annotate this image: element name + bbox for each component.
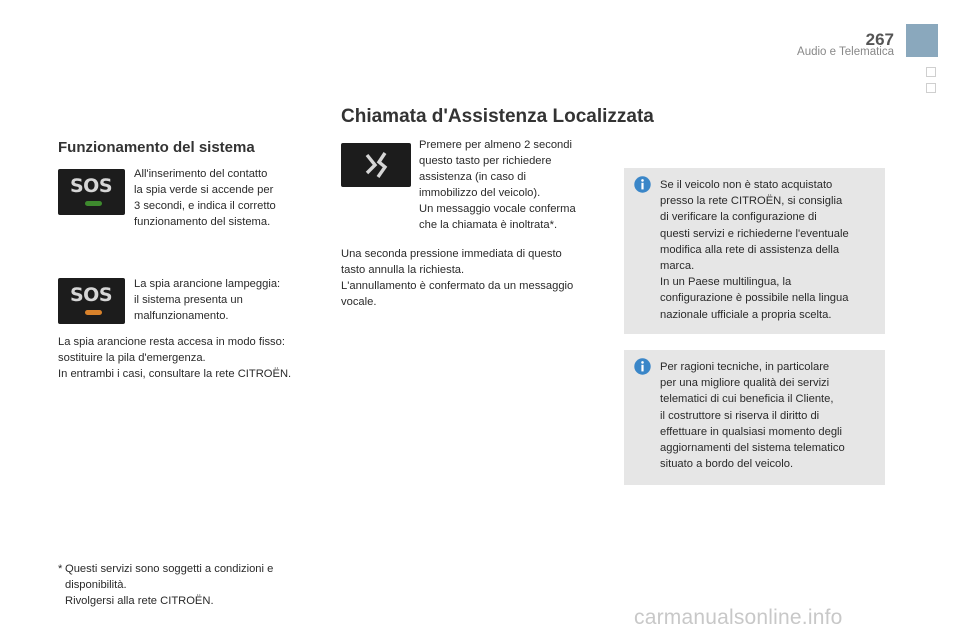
info-text	[660, 359, 874, 472]
info-box-technical	[624, 350, 885, 485]
text-line: La spia arancione lampeggia:	[134, 278, 281, 290]
info-icon	[634, 176, 651, 193]
text-line: disponibilità.	[65, 579, 127, 591]
text-line: la spia verde si accende per	[134, 184, 274, 196]
main-title: Chiamata d'Assistenza Localizzata	[341, 106, 654, 127]
text-line: per una migliore qualità dei servizi	[660, 377, 830, 390]
info-box-dealer	[624, 168, 885, 334]
cancel-instructions	[341, 246, 611, 310]
text-line: 3 secondi, e indica il corretto	[134, 200, 276, 212]
text-line: tasto annulla la richiesta.	[341, 264, 465, 276]
watermark: carmanualsonline.info	[634, 606, 843, 629]
section-title: Funzionamento del sistema	[58, 139, 255, 156]
text-line: In entrambi i casi, consultare la rete CITROËN.	[58, 368, 292, 380]
text-line: di verificare la configurazione di	[660, 211, 817, 224]
text-line: Una seconda pressione immediata di questo	[341, 248, 562, 260]
text-line: In un Paese multilingua, la	[660, 276, 792, 289]
text-line: assistenza (in caso di	[419, 171, 526, 183]
text-line: Questi servizi sono soggetti a condizioni e	[65, 563, 274, 575]
text-line: Un messaggio vocale conferma	[419, 203, 576, 215]
text-line: immobilizzo del veicolo).	[419, 187, 541, 199]
text-line: telematici di cui beneficia il Cliente,	[660, 393, 834, 406]
text-line: vocale.	[341, 296, 377, 308]
ds-logo-icon	[341, 143, 411, 187]
orange-led-description	[134, 276, 314, 324]
info-icon	[634, 358, 651, 375]
section-name: Audio e Telematica	[797, 46, 894, 58]
text-line: aggiornamenti del sistema telematico	[660, 442, 845, 455]
text-line: malfunzionamento.	[134, 310, 229, 322]
text-line: modifica alla rete di assistenza della	[660, 243, 840, 256]
text-line: il sistema presenta un	[134, 294, 243, 306]
text-line: situato a bordo del veicolo.	[660, 458, 794, 471]
green-led-description	[134, 166, 314, 230]
green-led-icon	[85, 201, 102, 206]
text-line: questo tasto per richiedere	[419, 155, 552, 167]
text-line: il costruttore si riserva il diritto di	[660, 409, 820, 422]
text-line: effettuare in qualsiasi momento degli	[660, 425, 843, 438]
orange-led-icon	[85, 310, 102, 315]
text-line: configurazione è possibile nella lingua	[660, 292, 849, 305]
text-line: Se il veicolo non è stato acquistato	[660, 179, 833, 191]
text-line: funzionamento del sistema.	[134, 216, 271, 228]
sos-button-green-icon	[58, 169, 125, 215]
chapter-tab	[906, 24, 938, 57]
sos-label: SOS	[70, 284, 113, 306]
text-line: Premere per almeno 2 secondi	[419, 139, 572, 151]
text-line: L'annullamento è confermato da un messaggio	[341, 280, 574, 292]
assistance-button-ds-logo-icon	[341, 143, 411, 187]
text-line: nazionale ufficiale a propria scelta.	[660, 308, 832, 321]
nav-square-1	[926, 67, 936, 77]
text-line: sostituire la pila d'emergenza.	[58, 352, 206, 364]
sos-button-orange-icon	[58, 278, 125, 324]
footnote-star: *	[58, 563, 63, 575]
page-number: 267	[865, 30, 894, 49]
text-line: Rivolgersi alla rete CITROËN.	[65, 595, 214, 607]
text-line: La spia arancione resta accesa in modo fisso:	[58, 336, 285, 348]
text-line: che la chiamata è inoltrata*.	[419, 219, 558, 231]
press-instructions	[419, 137, 609, 233]
text-line: presso la rete CITROËN, si consiglia	[660, 195, 843, 208]
fixed-led-description	[58, 334, 328, 382]
text-line: marca.	[660, 260, 695, 273]
text-line: questi servizi e richiederne l'eventuale	[660, 227, 849, 240]
nav-square-2	[926, 83, 936, 93]
text-line: All'inserimento del contatto	[134, 168, 268, 180]
text-line: Per ragioni tecniche, in particolare	[660, 361, 830, 373]
info-text	[660, 177, 874, 323]
sos-label: SOS	[70, 175, 113, 197]
footnote	[58, 561, 308, 609]
